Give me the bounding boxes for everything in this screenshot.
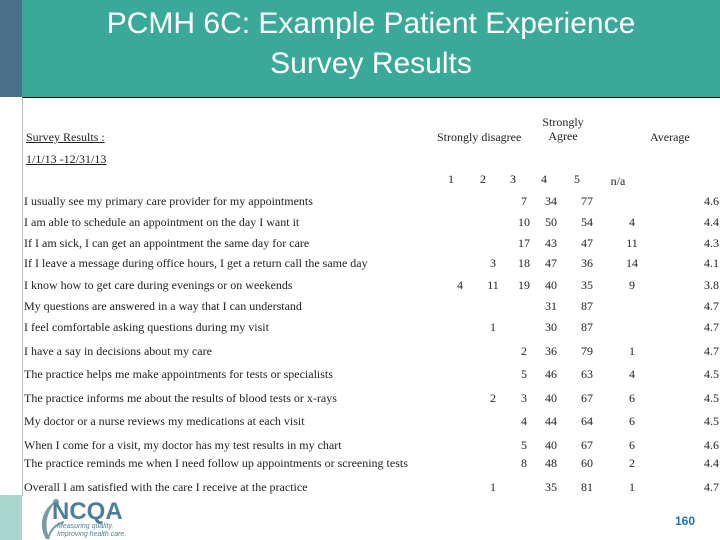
logo-tagline-line1: Measuring quality. — [57, 523, 114, 530]
slide-title — [22, 4, 720, 84]
row-label: My questions are answered in a way that I can understand — [24, 299, 302, 313]
cell-c4: 43 — [545, 236, 557, 250]
slide-title-line2: Survey Results — [270, 47, 472, 80]
cell-c4: 31 — [545, 299, 557, 313]
cell-c2: 3 — [490, 256, 496, 270]
cell-c2: 11 — [487, 278, 499, 292]
cell-na: 4 — [629, 367, 635, 381]
row-label: The practice helps me make appointments for tests or specialists — [24, 367, 333, 381]
cell-c4: 48 — [545, 456, 557, 470]
cell-average: 4.6 — [704, 194, 719, 208]
cell-average: 4.5 — [704, 414, 719, 428]
cell-c4: 46 — [545, 367, 557, 381]
cell-c3: 19 — [518, 278, 530, 292]
cell-average: 4.7 — [704, 480, 719, 494]
row-label: I am able to schedule an appointment on the day I want it — [24, 215, 300, 229]
row-label: Overall I am satisfied with the care I receive at the practice — [24, 480, 308, 494]
cell-c3: 4 — [521, 414, 527, 428]
cell-c4: 34 — [545, 194, 557, 208]
strongly-disagree-header: Strongly disagree — [437, 130, 522, 144]
cell-c5: 64 — [581, 414, 593, 428]
scale-label: 4 — [541, 172, 547, 186]
cell-c5: 79 — [581, 344, 593, 358]
cell-c5: 87 — [581, 299, 593, 313]
cell-na: 14 — [626, 256, 638, 270]
cell-na: 6 — [629, 414, 635, 428]
cell-average: 4.6 — [704, 438, 719, 452]
row-label: The practice reminds me when I need follow up appointments or screening tests — [24, 456, 408, 470]
cell-na: 1 — [629, 344, 635, 358]
cell-c5: 35 — [581, 278, 593, 292]
cell-c4: 40 — [545, 391, 557, 405]
cell-na: 9 — [629, 278, 635, 292]
cell-average: 4.7 — [704, 299, 719, 313]
row-label: When I come for a visit, my doctor has my test results in my chart — [24, 438, 342, 452]
cell-na: 6 — [629, 391, 635, 405]
cell-c5: 67 — [581, 391, 593, 405]
cell-c3: 2 — [521, 344, 527, 358]
scale-label: 2 — [480, 172, 486, 186]
cell-c1: 4 — [457, 278, 463, 292]
scale-label: n/a — [610, 174, 626, 188]
row-label: I know how to get care during evenings or on weekends — [24, 278, 293, 292]
cell-c5: 81 — [581, 480, 593, 494]
logo-tagline-line2: Improving health care. — [57, 531, 127, 538]
cell-c3: 5 — [521, 367, 527, 381]
cell-c3: 8 — [521, 456, 527, 470]
cell-c4: 40 — [545, 278, 557, 292]
cell-c4: 35 — [545, 480, 557, 494]
cell-c4: 47 — [545, 256, 557, 270]
survey-results-table — [22, 97, 720, 496]
cell-average: 4.5 — [704, 367, 719, 381]
strongly-agree-header — [535, 115, 591, 143]
cell-c5: 60 — [581, 456, 593, 470]
footer-accent-bar — [0, 495, 22, 540]
page-number: 160 — [675, 514, 696, 528]
cell-na: 2 — [629, 456, 635, 470]
cell-c5: 87 — [581, 320, 593, 334]
cell-c3: 3 — [521, 391, 527, 405]
cell-c5: 77 — [581, 194, 593, 208]
scale-label: 3 — [510, 172, 516, 186]
row-label: If I am sick, I can get an appointment the same day for care — [24, 236, 310, 250]
cell-c5: 47 — [581, 236, 593, 250]
cell-c5: 36 — [581, 256, 593, 270]
cell-c4: 30 — [545, 320, 557, 334]
cell-average: 4.4 — [704, 215, 719, 229]
cell-c4: 40 — [545, 438, 557, 452]
cell-c3: 5 — [521, 438, 527, 452]
cell-c3: 10 — [518, 215, 530, 229]
cell-average: 4.5 — [704, 391, 719, 405]
cell-average: 4.3 — [704, 236, 719, 250]
row-label: I have a say in decisions about my care — [24, 344, 212, 358]
cell-average: 4.4 — [704, 456, 719, 470]
cell-average: 4.1 — [704, 256, 719, 270]
cell-average: 4.7 — [704, 320, 719, 334]
cell-c4: 36 — [545, 344, 557, 358]
average-header: Average — [650, 130, 690, 144]
scale-label: 5 — [574, 172, 580, 186]
row-label: The practice informs me about the results of blood tests or x-rays — [24, 391, 337, 405]
row-label: I feel comfortable asking questions during my visit — [24, 320, 269, 334]
cell-na: 11 — [626, 236, 638, 250]
row-label: I usually see my primary care provider for my appointments — [24, 194, 313, 208]
cell-na: 1 — [629, 480, 635, 494]
ncqa-logo: NCQA — [52, 498, 123, 525]
cell-c2: 1 — [490, 480, 496, 494]
cell-c5: 63 — [581, 367, 593, 381]
strongly-agree-line2: Agree — [548, 129, 578, 143]
cell-c4: 44 — [545, 414, 557, 428]
cell-c3: 17 — [518, 236, 530, 250]
header-accent-bar — [0, 0, 22, 97]
cell-c5: 54 — [581, 215, 593, 229]
cell-c3: 7 — [521, 194, 527, 208]
strongly-agree-line1: Strongly — [542, 115, 584, 129]
cell-c2: 1 — [490, 320, 496, 334]
cell-c3: 18 — [518, 256, 530, 270]
cell-c4: 50 — [545, 215, 557, 229]
slide-title-line1: PCMH 6C: Example Patient Experience — [106, 7, 636, 40]
survey-results-label: Survey Results : — [26, 130, 105, 144]
cell-average: 4.7 — [704, 344, 719, 358]
cell-average: 3.8 — [704, 278, 719, 292]
cell-c5: 67 — [581, 438, 593, 452]
cell-na: 4 — [629, 215, 635, 229]
date-range: 1/1/13 -12/31/13 — [26, 152, 107, 166]
cell-na: 6 — [629, 438, 635, 452]
scale-label: 1 — [448, 172, 454, 186]
row-label: My doctor or a nurse reviews my medications at each visit — [24, 414, 305, 428]
row-label: If I leave a message during office hours, I get a return call the same day — [24, 256, 368, 270]
cell-c2: 2 — [490, 391, 496, 405]
